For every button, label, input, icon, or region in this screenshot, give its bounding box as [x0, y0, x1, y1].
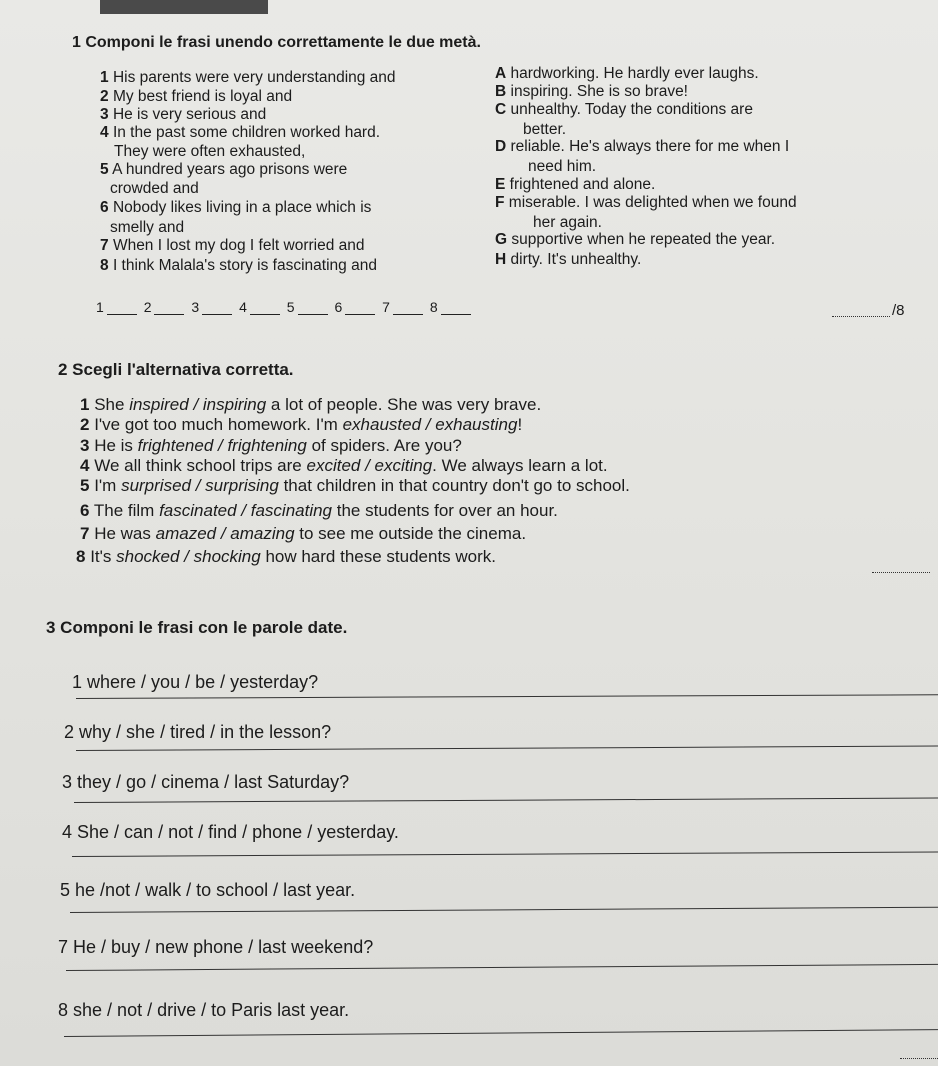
choice-3[interactable]: frightened / frightening — [137, 436, 307, 455]
ex2-sentence-2: 2 I've got too much homework. I'm exhausted / exhausting! — [80, 415, 523, 434]
ex3-item-7: 7 He / buy / new phone / last weekend? — [58, 937, 374, 957]
exercise-1-answer-row: 1 2 3 4 5 6 7 8 — [96, 299, 474, 315]
choice-8[interactable]: shocked / shocking — [116, 547, 261, 566]
answer-blank-4[interactable] — [250, 304, 280, 315]
answer-line-7[interactable] — [66, 964, 938, 971]
right-item-C-cont: better. — [523, 121, 567, 138]
score-blank-3[interactable] — [900, 1058, 938, 1059]
answer-blank-3[interactable] — [202, 304, 232, 315]
right-item-D: D reliable. He's always there for me when I — [495, 138, 790, 155]
right-item-B: B inspiring. She is so brave! — [495, 83, 688, 100]
right-item-E: E frightened and alone. — [495, 176, 656, 193]
top-binding-strip — [100, 0, 268, 14]
left-item-3: 3 He is very serious and — [100, 106, 267, 123]
exercise-2-title: 2 Scegli l'alternativa corretta. — [58, 360, 294, 379]
ex3-item-2: 2 why / she / tired / in the lesson? — [64, 722, 332, 742]
right-item-D-cont: need him. — [528, 158, 597, 175]
left-item-5-cont: crowded and — [110, 180, 199, 197]
score-total-1: /8 — [892, 302, 905, 319]
answer-blank-8[interactable] — [441, 304, 471, 315]
right-item-A: A hardworking. He hardly ever laughs. — [495, 65, 759, 82]
left-item-2: 2 My best friend is loyal and — [100, 88, 293, 105]
answer-blank-6[interactable] — [345, 304, 375, 315]
left-item-1: 1 His parents were very understanding and — [100, 69, 396, 86]
ex2-sentence-4: 4 We all think school trips are excited / exciting. We always learn a lot. — [80, 456, 608, 475]
answer-line-1[interactable] — [76, 694, 938, 699]
left-item-5: 5 A hundred years ago prisons were — [100, 161, 348, 178]
choice-7[interactable]: amazed / amazing — [155, 524, 295, 543]
ex3-item-4: 4 She / can / not / find / phone / yesterday. — [62, 822, 399, 842]
left-item-7: 7 When I lost my dog I felt worried and — [100, 237, 365, 254]
left-item-4: 4 In the past some children worked hard. — [100, 124, 381, 141]
left-item-6-cont: smelly and — [110, 219, 185, 236]
answer-line-3[interactable] — [74, 797, 938, 803]
answer-line-5[interactable] — [70, 907, 938, 913]
answer-line-2[interactable] — [76, 745, 938, 751]
ex3-item-5: 5 he /not / walk / to school / last year. — [60, 880, 356, 900]
score-blank-1[interactable] — [832, 316, 890, 317]
right-item-C: C unhealthy. Today the conditions are — [495, 101, 753, 118]
right-item-G: G supportive when he repeated the year. — [495, 231, 776, 248]
ex2-sentence-6: 6 The film fascinated / fascinating the students for over an hour. — [80, 501, 558, 520]
right-item-F-cont: her again. — [533, 214, 602, 231]
ex2-sentence-1: 1 She inspired / inspiring a lot of people. She was very brave. — [80, 395, 542, 414]
choice-6[interactable]: fascinated / fascinating — [159, 501, 333, 520]
choice-5[interactable]: surprised / surprising — [121, 476, 279, 495]
right-item-H: H dirty. It's unhealthy. — [495, 251, 642, 268]
right-item-F: F miserable. I was delighted when we found — [495, 194, 797, 211]
exercise-3-title: 3 Componi le frasi con le parole date. — [46, 618, 348, 637]
left-item-6: 6 Nobody likes living in a place which is — [100, 199, 372, 216]
choice-4[interactable]: excited / exciting — [306, 456, 433, 475]
ex3-item-3: 3 they / go / cinema / last Saturday? — [62, 772, 350, 792]
ex2-sentence-7: 7 He was amazed / amazing to see me outside the cinema. — [80, 524, 527, 543]
answer-line-4[interactable] — [72, 851, 938, 857]
ex3-item-8: 8 she / not / drive / to Paris last year. — [58, 1000, 350, 1020]
ex2-sentence-3: 3 He is frightened / frightening of spiders. Are you? — [80, 436, 462, 455]
answer-blank-5[interactable] — [298, 304, 328, 315]
choice-2[interactable]: exhausted / exhausting — [342, 415, 518, 434]
left-item-8: 8 I think Malala's story is fascinating and — [100, 257, 377, 274]
answer-blank-1[interactable] — [107, 304, 137, 315]
answer-blank-7[interactable] — [393, 304, 423, 315]
left-item-4-cont: They were often exhausted, — [114, 143, 306, 160]
choice-1[interactable]: inspired / inspiring — [129, 395, 267, 414]
answer-line-8[interactable] — [64, 1029, 938, 1037]
score-blank-2[interactable] — [872, 572, 930, 573]
ex2-sentence-5: 5 I'm surprised / surprising that children in that country don't go to school. — [80, 476, 630, 495]
answer-blank-2[interactable] — [154, 304, 184, 315]
exercise-1-title: 1 Componi le frasi unendo correttamente le due metà. — [72, 34, 481, 51]
ex3-item-1: 1 where / you / be / yesterday? — [72, 672, 319, 692]
ex2-sentence-8: 8 It's shocked / shocking how hard these students work. — [76, 547, 497, 566]
